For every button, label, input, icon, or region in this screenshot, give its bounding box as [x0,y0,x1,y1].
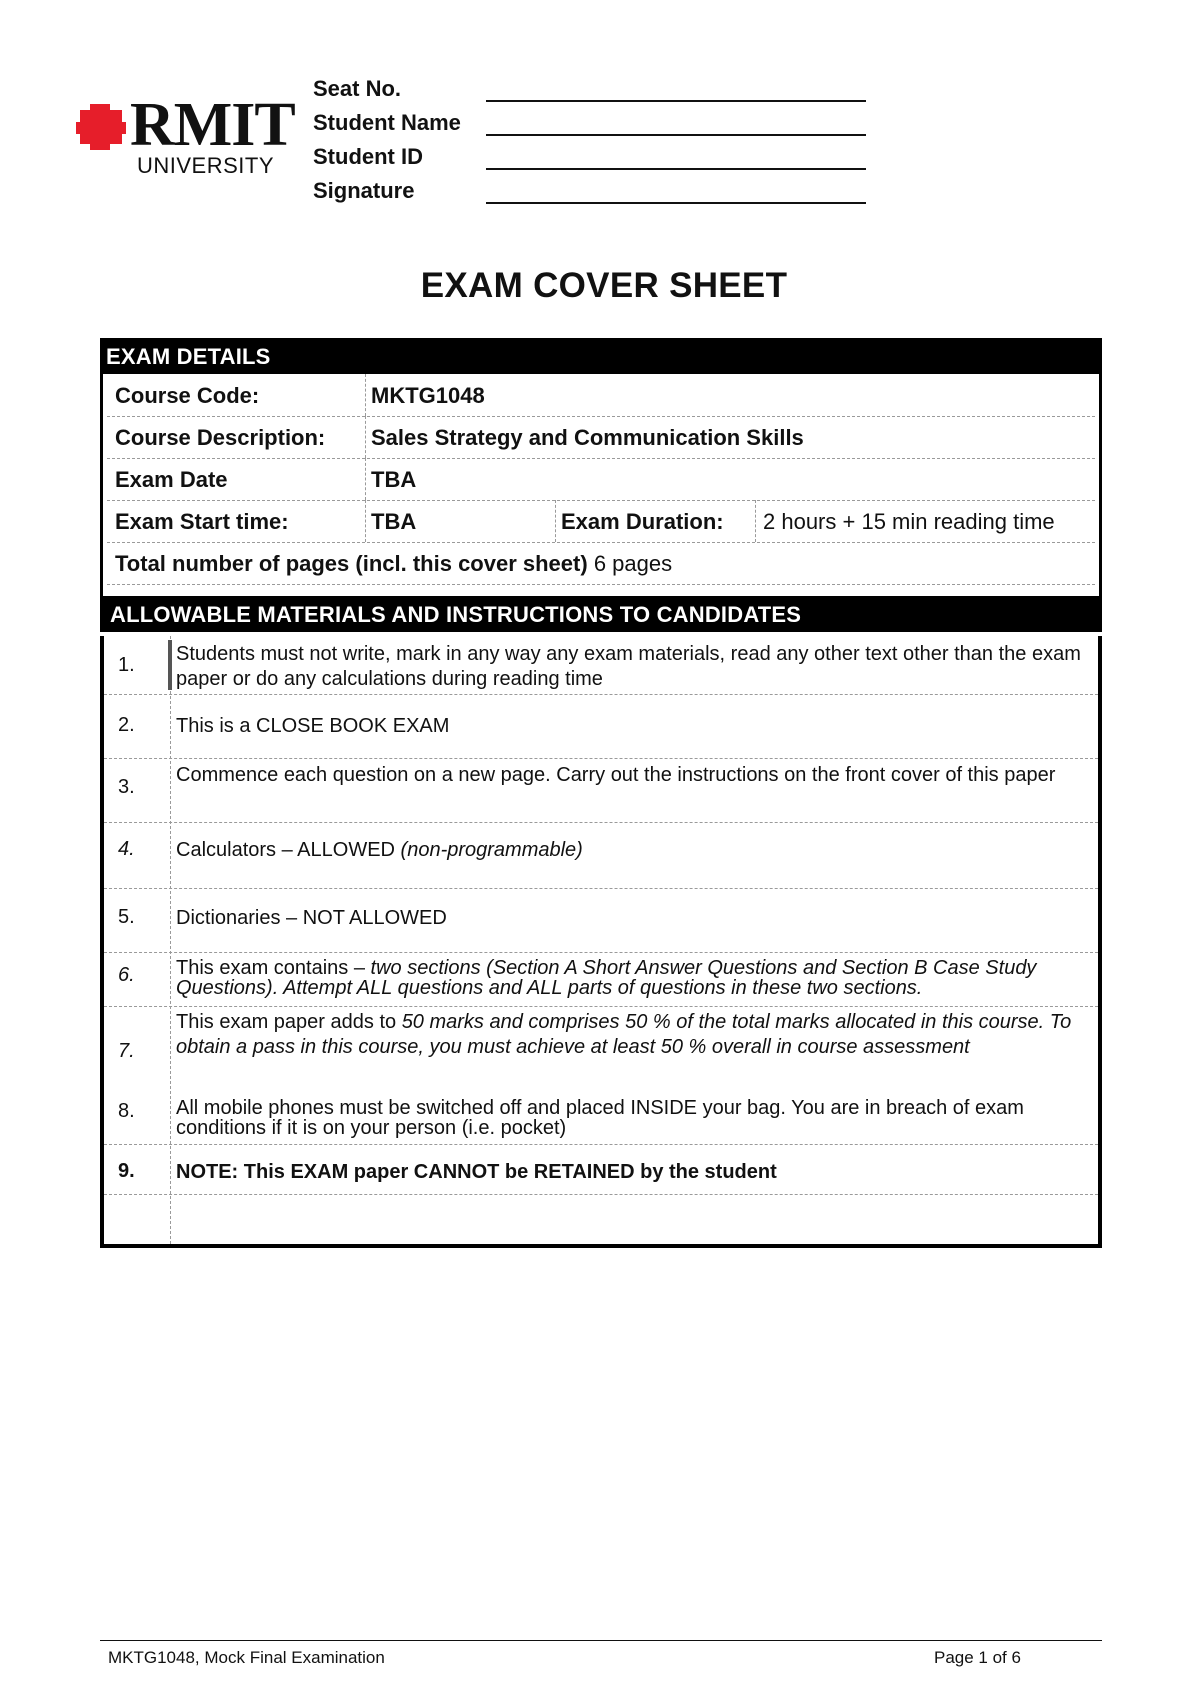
start-time-value: TBA [371,509,417,534]
instruction-text: All mobile phones must be switched off and placed INSIDE your bag. You are in breach of exam conditions if it is on your person (i.e. pocket) [176,1097,1024,1139]
footer-exam-name: MKTG1048, Mock Final Examination [108,1648,385,1667]
logo-subtitle: UNIVERSITY [137,153,275,178]
instruction-number: 6. [118,964,135,986]
seat-no-line[interactable] [486,100,866,102]
student-id-field[interactable] [313,140,873,174]
exam-details-table [100,374,1102,596]
instruction-number: 1. [118,654,135,676]
instruction-number: 2. [118,714,135,736]
page-title: EXAM COVER SHEET [420,266,788,305]
duration-value: 2 hours + 15 min reading time [763,509,1055,534]
exam-date-label: Exam Date [115,467,228,492]
instruction-number: 9. [118,1160,135,1182]
total-pages-label: Total number of pages (incl. this cover sheet) [115,551,588,576]
instruction-text: Commence each question on a new page. Carry out the instructions on the front cover of this paper [176,764,1056,786]
instruction-row-1 [104,636,1098,695]
instruction-number: 3. [118,776,135,798]
signature-line[interactable] [486,202,866,204]
duration-label: Exam Duration: [561,509,724,534]
student-name-label: Student Name [313,110,461,135]
footer-page-number: Page 1 of 6 [934,1648,1021,1667]
instruction-text: This is a CLOSE BOOK EXAM [176,715,450,737]
logo-wordmark: RMIT [130,91,295,159]
instruction-row-5 [104,888,1098,953]
candidate-fields [313,72,873,208]
seat-no-field[interactable] [313,72,873,106]
instruction-row-8 [104,1088,1098,1145]
start-time-label: Exam Start time: [115,509,289,534]
instruction-text: Students must not write, mark in any way any exam materials, read any other text other than the exam paper or do any calculations during reading time [176,643,1081,690]
exam-date-value: TBA [371,467,417,492]
total-pages-row [107,542,1095,585]
instruction-row-6 [104,952,1098,1007]
instruction-text: This exam paper adds to [176,1011,397,1033]
course-code-label: Course Code: [115,383,260,408]
instruction-number: 7. [118,1040,135,1062]
seat-no-label: Seat No. [313,76,402,101]
instruction-number: 4. [118,838,135,860]
exam-details-heading: EXAM DETAILS [100,338,1102,374]
instruction-row-7 [104,1006,1098,1088]
course-description-value: Sales Strategy and Communication Skills [371,425,804,450]
signature-field[interactable] [313,174,873,208]
instruction-text: This exam contains – [176,957,365,979]
instruction-row-9 [104,1144,1098,1195]
course-code-value: MKTG1048 [371,383,485,408]
exam-date-row [107,458,1095,501]
instruction-number: 5. [118,906,135,928]
instruction-text: Calculators – ALLOWED [176,839,395,861]
footer-rule [100,1640,1102,1641]
student-name-field[interactable] [313,106,873,140]
course-description-label: Course Description: [115,425,326,450]
instruction-text: Dictionaries – NOT ALLOWED [176,907,447,929]
instruction-note: two sections (Section A Short Answer Questions and Section B Case Study Questions). Attempt ALL questions and ALL parts of questions in these two sections. [176,957,1037,999]
rmit-logo [76,91,295,182]
student-id-label: Student ID [313,144,423,169]
student-id-line[interactable] [486,168,866,170]
student-name-line[interactable] [486,134,866,136]
rmit-pixel-mark-icon [76,102,128,152]
signature-label: Signature [313,178,415,203]
instruction-row-2 [104,694,1098,759]
instruction-note: (non-programmable) [400,839,583,861]
instructions-heading: ALLOWABLE MATERIALS AND INSTRUCTIONS TO CANDIDATES [100,596,1102,632]
course-description-row [107,416,1095,459]
instruction-row-3 [104,758,1098,823]
instruction-number: 8. [118,1100,135,1122]
exam-time-row [107,500,1095,543]
instructions-table [100,636,1102,1248]
instruction-row-4 [104,822,1098,889]
instruction-note: 50 marks and comprises 50 % of the total marks allocated in this course. To obtain a pass in this course, you must achieve at least 50 % overall in course assessment [176,1011,1072,1058]
instruction-text: NOTE: This EXAM paper CANNOT be RETAINED by the student [176,1161,777,1183]
course-code-row [107,374,1095,417]
total-pages-value: 6 pages [593,551,673,576]
